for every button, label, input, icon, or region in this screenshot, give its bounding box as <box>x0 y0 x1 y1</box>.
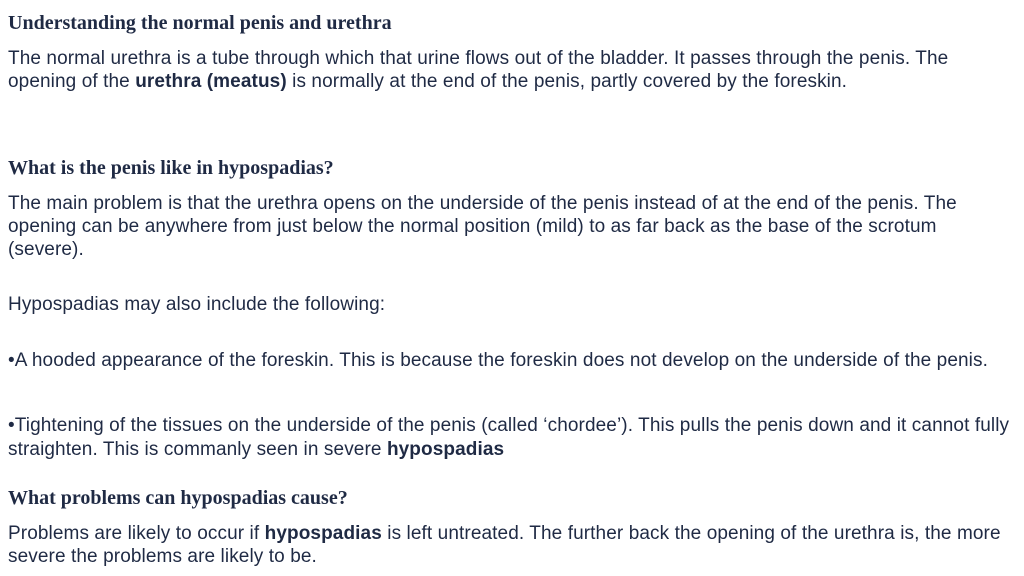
text-segment: Problems are likely to occur if <box>8 523 265 544</box>
section-heading-hypospadias: What is the penis like in hypospadias? <box>8 157 334 179</box>
list-item-hooded-foreskin: •A hooded appearance of the foreskin. This is because the foreskin does not develop on the underside of the penis. <box>8 350 988 371</box>
section-heading-problems: What problems can hypospadias cause? <box>8 487 348 509</box>
text-segment: The normal urethra is a tube through which that urine flows out of the bladder. It passes through the penis. The opening of the <box>8 48 949 92</box>
list-item-chordee <box>8 414 1018 462</box>
paragraph-normal-urethra <box>8 47 1008 93</box>
bold-term-hypospadias: hypospadias <box>386 439 505 460</box>
paragraph-main-problem: The main problem is that the urethra opens on the underside of the penis instead of at the end of the penis. The opening can be anywhere from just below the normal position (mild) to as far back as the base of the scrotum (severe). <box>8 193 957 260</box>
text-segment: •Tightening of the tissues on the underside of the penis (called ‘chordee’). This pulls the penis down and it cannot fully straighten. This is commanly seen in severe <box>8 415 1010 460</box>
bold-term-hypospadias: hypospadias <box>264 523 382 544</box>
paragraph-problems <box>8 522 1018 568</box>
section-heading-normal-anatomy: Understanding the normal penis and urethra <box>8 12 392 34</box>
text-segment: is normally at the end of the penis, partly covered by the foreskin. <box>286 71 848 92</box>
text-segment: is left untreated. The further back the opening of the urethra is, the more severe the problems are likely to be. <box>8 523 1001 567</box>
paragraph-intro-list: Hypospadias may also include the following: <box>8 294 386 315</box>
bold-term-urethra-meatus: urethra (meatus) <box>135 71 287 92</box>
